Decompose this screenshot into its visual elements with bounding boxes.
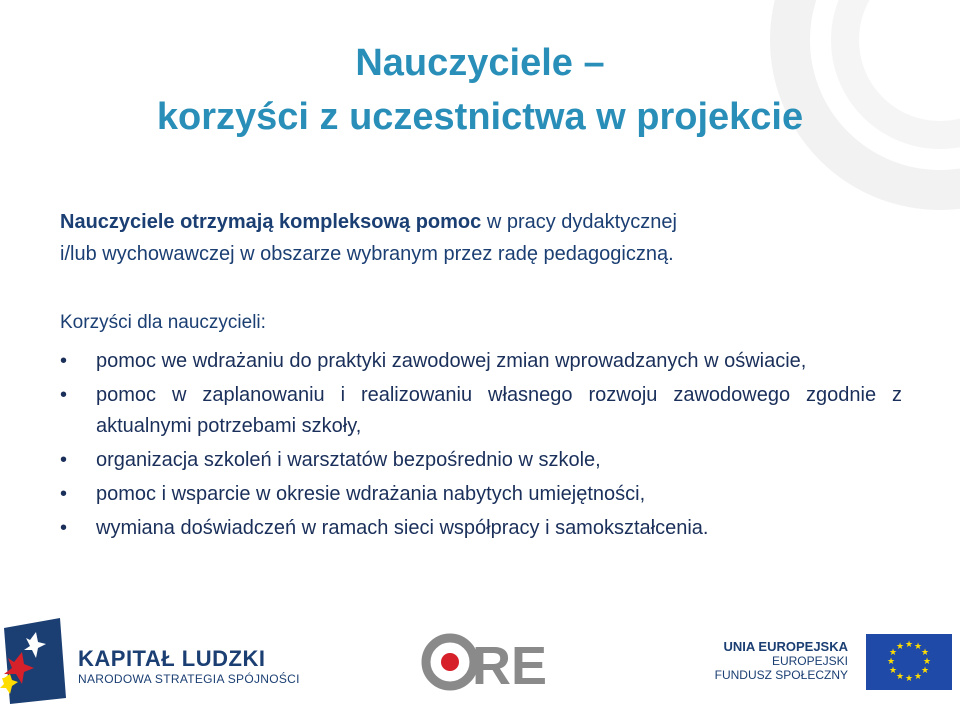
svg-text:★: ★ xyxy=(920,648,930,658)
list-item-text: pomoc w zaplanowaniu i realizowaniu własnego rozwoju zawodowego zgodnie z aktualnymi potrzebami szkoły, xyxy=(96,384,902,437)
svg-text:★: ★ xyxy=(895,672,905,682)
kapital-ludzki-title: KAPITAŁ LUDZKI xyxy=(78,646,266,671)
intro-bold: Nauczyciele otrzymają kompleksową pomoc xyxy=(60,211,482,233)
intro-rest: w pracy dydaktycznej xyxy=(481,211,677,233)
intro-line-1 xyxy=(60,206,880,238)
ore-text: RE xyxy=(472,636,548,692)
eu-text xyxy=(715,640,848,682)
title-line-2: korzyści z uczestnictwa w projekcie xyxy=(156,96,804,138)
kapital-ludzki-logo-icon xyxy=(0,618,70,704)
ore-dot-icon xyxy=(441,653,459,671)
list-item xyxy=(60,380,902,442)
list-item-text: wymiana doświadczeń w ramach sieci współpracy i samokształcenia. xyxy=(96,517,709,539)
list-item xyxy=(60,346,902,377)
svg-text:★: ★ xyxy=(913,672,923,682)
svg-text:★: ★ xyxy=(920,666,930,676)
kapital-ludzki-subtitle: NARODOWA STRATEGIA SPÓJNOŚCI xyxy=(78,672,300,686)
footer-logos xyxy=(0,612,960,708)
eu-line-3: FUNDUSZ SPOŁECZNY xyxy=(714,668,848,682)
list-item-text: pomoc we wdrażaniu do praktyki zawodowej zmian wprowadzanych w oświacie, xyxy=(96,350,807,372)
bullet-icon: • xyxy=(60,384,68,406)
svg-text:★: ★ xyxy=(904,674,914,684)
page-title xyxy=(0,36,960,144)
bullet-icon: • xyxy=(60,350,68,372)
eu-line-1: UNIA EUROPEJSKA xyxy=(723,639,848,654)
intro-paragraph xyxy=(60,206,880,270)
benefits-list xyxy=(60,346,902,547)
svg-text:★: ★ xyxy=(904,640,914,650)
ore-logo xyxy=(420,632,560,692)
list-item-text: pomoc i wsparcie w okresie wdrażania nabytych umiejętności, xyxy=(96,483,646,505)
bullet-icon: • xyxy=(60,449,68,471)
intro-line-2: i/lub wychowawczej w obszarze wybranym przez radę pedagogiczną. xyxy=(60,243,674,265)
svg-text:★: ★ xyxy=(886,657,896,667)
list-item-text: organizacja szkoleń i warsztatów bezpośrednio w szkole, xyxy=(96,449,601,471)
eu-line-2: EUROPEJSKI xyxy=(771,654,848,668)
list-item xyxy=(60,513,902,544)
title-line-1: Nauczyciele – xyxy=(355,42,605,84)
svg-text:★: ★ xyxy=(895,642,905,652)
eu-flag-icon xyxy=(866,634,952,690)
list-item xyxy=(60,479,902,510)
list-item xyxy=(60,445,902,476)
svg-text:★: ★ xyxy=(888,666,898,676)
benefits-heading: Korzyści dla nauczycieli: xyxy=(60,312,266,333)
svg-text:★: ★ xyxy=(913,642,923,652)
svg-text:★: ★ xyxy=(922,657,932,667)
bullet-icon: • xyxy=(60,483,68,505)
bullet-icon: • xyxy=(60,517,68,539)
svg-text:★: ★ xyxy=(888,648,898,658)
